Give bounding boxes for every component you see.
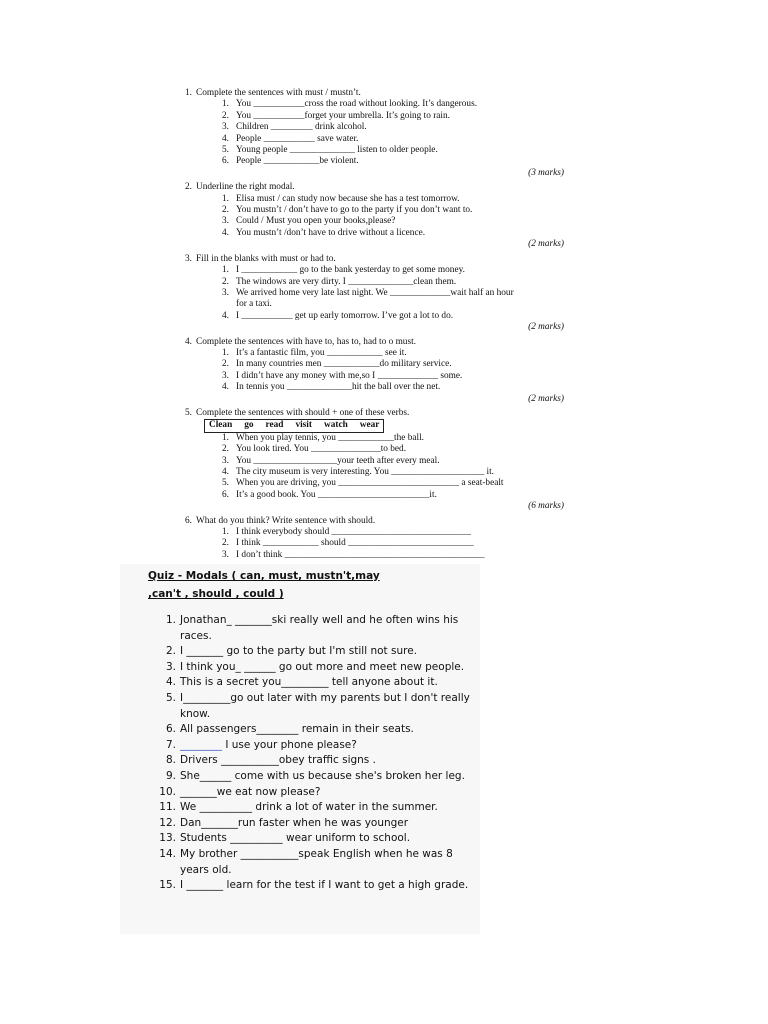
- question-number: 15.: [159, 879, 176, 892]
- exercise-item: [222, 194, 582, 205]
- question-text-rest: I use your phone please?: [222, 738, 357, 751]
- exercise-item: [222, 467, 582, 478]
- exercise-number: 3.: [185, 253, 192, 264]
- item-number: 6.: [222, 489, 229, 500]
- item-number: 3.: [222, 122, 229, 133]
- exercise-item: [222, 216, 582, 227]
- exercise-section: [182, 337, 582, 405]
- exercise-heading: [182, 88, 582, 99]
- quiz-question: [154, 738, 480, 754]
- exercise-items: [222, 527, 582, 561]
- verb-option: watch: [323, 420, 348, 431]
- item-number: 2.: [222, 538, 229, 549]
- item-text: The windows are very dirty. I ______________clean them.: [236, 276, 457, 287]
- marks-label: (2 marks): [528, 393, 564, 404]
- exercise-section: [182, 182, 582, 250]
- question-text: I think you_ ______ go out more and meet new people.: [180, 660, 465, 673]
- quiz-question: [154, 831, 480, 847]
- item-text: You ___________cross the road without looking. It’s dangerous.: [236, 99, 478, 110]
- exercise-item: [222, 156, 582, 167]
- exercise-heading: [182, 408, 582, 419]
- item-text: I think ____________ should ___________________________: [236, 538, 474, 549]
- question-number: 7.: [165, 738, 176, 751]
- item-text: When you play tennis, you ____________the ball.: [236, 432, 424, 443]
- item-number: 1.: [222, 193, 229, 204]
- marks-label: (3 marks): [528, 167, 564, 178]
- question-text: Dan_______run faster when he was younger: [180, 816, 409, 829]
- item-text: I ____________ go to the bank yesterday to get some money.: [236, 265, 465, 276]
- item-number: 2.: [222, 444, 229, 455]
- quiz-question: [154, 847, 480, 878]
- quiz-question: [154, 722, 480, 738]
- item-number: 3.: [222, 370, 229, 381]
- question-number: 8.: [165, 754, 176, 767]
- exercise-instruction: Complete the sentences with should + one of these verbs.: [196, 407, 410, 418]
- item-text: When you are driving, you __________________________ a seat-bealt: [236, 478, 504, 489]
- exercise-section: [182, 88, 582, 179]
- quiz-question: [154, 785, 480, 801]
- marks-label: (2 marks): [528, 239, 564, 250]
- item-number: 2.: [222, 359, 229, 370]
- item-text: Could / Must you open your books,please?: [236, 216, 396, 227]
- exercise-item: [222, 371, 582, 382]
- item-number: 4.: [222, 227, 229, 238]
- exercise-item: [222, 288, 582, 299]
- item-text: I think everybody should ______________________________: [236, 527, 471, 538]
- exercise-items: [222, 194, 582, 240]
- question-number: 13.: [159, 832, 176, 845]
- item-text: I don’t think ___________________________________________: [236, 549, 485, 560]
- item-number: 4.: [222, 133, 229, 144]
- exercise-item: [222, 265, 582, 276]
- exercise-items: [222, 99, 582, 167]
- exercise-item: [222, 478, 582, 489]
- quiz-question: [154, 878, 480, 894]
- question-text: We __________ drink a lot of water in the summer.: [180, 801, 438, 814]
- exercise-item: [222, 228, 582, 239]
- item-text: You mustn’t /don’t have to drive without a licence.: [236, 227, 426, 238]
- question-text: She______ come with us because she's broken her leg.: [180, 769, 465, 782]
- exercise-number: 4.: [185, 336, 192, 347]
- item-text: You __________________your teeth after every meal.: [236, 455, 440, 466]
- exercise-item: [222, 145, 582, 156]
- item-number: 3.: [222, 216, 229, 227]
- quiz-question: [154, 675, 480, 691]
- item-number: [222, 299, 236, 310]
- question-number: 6.: [165, 723, 176, 736]
- exercise-number: 1.: [185, 88, 192, 98]
- quiz-title-line1: Quiz - Modals ( can, must, mustn't,may: [148, 570, 380, 582]
- exercise-item: [222, 527, 582, 538]
- exercise-section: [182, 516, 582, 562]
- question-number: 11.: [159, 801, 176, 814]
- quiz-question: [154, 660, 480, 676]
- exercise-item: [222, 277, 582, 288]
- quiz-question-list: [154, 613, 480, 894]
- exercise-item: [222, 299, 582, 310]
- question-number: 2.: [165, 645, 176, 658]
- item-number: 1.: [222, 432, 229, 443]
- exercise-heading: [182, 254, 582, 265]
- item-text: People ____________be violent.: [236, 156, 359, 167]
- item-text: People ___________ save water.: [236, 133, 359, 144]
- item-text: The city museum is very interesting. You ____________________ it.: [236, 467, 494, 477]
- item-number: 4.: [222, 382, 229, 393]
- exercise-items: [222, 433, 582, 501]
- quiz-question: [154, 800, 480, 816]
- item-text: You ___________forget your umbrella. It’s going to rain.: [236, 110, 450, 121]
- item-number: 1.: [222, 99, 229, 110]
- exercise-item: [222, 490, 582, 501]
- quiz-title: [148, 567, 480, 603]
- quiz-question: [154, 644, 480, 660]
- exercise-number: 2.: [185, 182, 192, 193]
- item-number: 4.: [222, 310, 229, 321]
- quiz-question: [154, 691, 480, 722]
- quiz-title-line2: ,can't , should , could ): [148, 588, 284, 600]
- item-text: We arrived home very late last night. We _____________wait half an hour: [236, 287, 514, 298]
- item-number: 2.: [222, 205, 229, 216]
- item-number: 5.: [222, 145, 229, 156]
- exercise-section: [182, 254, 582, 334]
- question-number: 5.: [165, 691, 176, 704]
- exercise-item: [222, 456, 582, 467]
- question-text: This is a secret you_________ tell anyone about it.: [180, 676, 438, 689]
- verb-option: visit: [295, 420, 312, 431]
- verb-option: read: [265, 420, 284, 431]
- item-number: 2.: [222, 276, 229, 287]
- item-number: 4.: [222, 467, 229, 477]
- exercise-number: 5.: [185, 407, 192, 418]
- question-text: _______we eat now please?: [180, 785, 321, 798]
- answer-blank: ________: [180, 738, 222, 751]
- item-number: 2.: [222, 110, 229, 121]
- quiz-question: [154, 769, 480, 785]
- worksheet: [182, 88, 582, 561]
- verb-box: [204, 419, 384, 432]
- quiz-question: [154, 816, 480, 832]
- question-text: I _______ learn for the test if I want to get a high grade.: [180, 879, 469, 892]
- quiz-question: [154, 613, 480, 644]
- item-number: 6.: [222, 156, 229, 167]
- item-text: Children _________ drink alcohol.: [236, 122, 367, 133]
- item-text: Elisa must / can study now because she has a test tomorrow.: [236, 193, 460, 204]
- item-text: You look tired. You _______________to bed.: [236, 444, 407, 455]
- question-text: I_________go out later with my parents but I don't really know.: [180, 691, 470, 720]
- exercise-heading: [182, 337, 582, 348]
- exercise-instruction: Fill in the blanks with must or had to.: [196, 253, 336, 264]
- exercise-items: [222, 348, 582, 394]
- item-text: In many countries men ____________do military service.: [236, 359, 452, 370]
- item-text: It’s a fantastic film, you ____________ see it.: [236, 347, 407, 358]
- question-text: [180, 738, 480, 754]
- quiz-section: [120, 564, 480, 934]
- exercise-item: [222, 99, 582, 110]
- exercise-instruction: Complete the sentences with have to, has to, had to o must.: [196, 336, 416, 347]
- question-text: Students __________ wear uniform to school.: [180, 832, 411, 845]
- exercise-item: [222, 382, 582, 393]
- question-number: 1.: [165, 614, 176, 626]
- item-text: for a taxi.: [236, 299, 272, 310]
- exercise-item: [222, 111, 582, 122]
- item-number: 3.: [222, 287, 229, 298]
- item-text: I didn’t have any money with me,so I _____________ some.: [236, 370, 463, 381]
- question-text: Drivers ___________obey traffic signs .: [180, 754, 376, 767]
- exercise-heading: [182, 182, 582, 193]
- item-text: Young people ______________ listen to older people.: [236, 145, 438, 156]
- question-number: 3.: [165, 660, 176, 673]
- exercise-heading: [182, 516, 582, 527]
- item-number: 3.: [222, 549, 229, 560]
- exercise-section: [182, 408, 582, 513]
- question-text: Jonathan_ _______ski really well and he often wins his races.: [180, 614, 459, 642]
- exercise-item: [222, 122, 582, 133]
- exercise-item: [222, 134, 582, 145]
- exercise-number: 6.: [185, 515, 192, 526]
- exercise-item: [222, 348, 582, 359]
- item-number: 3.: [222, 455, 229, 466]
- question-text: I _______ go to the party but I'm still not sure.: [180, 645, 418, 658]
- question-text: All passengers________ remain in their seats.: [180, 723, 414, 736]
- question-text: My brother ___________speak English when he was 8 years old.: [180, 847, 453, 876]
- exercise-instruction: Complete the sentences with must / mustn’t.: [196, 88, 361, 98]
- exercise-instruction: What do you think? Write sentence with should.: [196, 515, 376, 526]
- question-number: 9.: [165, 769, 176, 782]
- question-number: 14.: [159, 847, 176, 860]
- exercise-item: [222, 433, 582, 444]
- item-number: 1.: [222, 265, 229, 276]
- exercise-item: [222, 550, 582, 561]
- item-number: 1.: [222, 527, 229, 538]
- marks-label: (6 marks): [528, 501, 564, 512]
- item-text: You mustn’t / don’t have to go to the party if you don’t want to.: [236, 205, 473, 216]
- quiz-question: [154, 753, 480, 769]
- exercise-item: [222, 444, 582, 455]
- verb-option: Clean: [209, 420, 233, 431]
- question-number: 12.: [159, 816, 176, 829]
- question-number: 4.: [165, 676, 176, 689]
- verb-option: go: [244, 420, 254, 431]
- exercise-item: [222, 311, 582, 322]
- marks-label: (2 marks): [528, 322, 564, 333]
- exercise-item: [222, 538, 582, 549]
- item-text: I ___________ get up early tomorrow. I’ve got a lot to do.: [236, 310, 454, 321]
- exercise-instruction: Underline the right modal.: [196, 182, 295, 193]
- item-number: 1.: [222, 347, 229, 358]
- exercise-item: [222, 205, 582, 216]
- exercise-items: [222, 265, 582, 322]
- item-text: It’s a good book. You ________________________it.: [236, 489, 437, 500]
- exercise-item: [222, 359, 582, 370]
- item-number: 5.: [222, 478, 229, 489]
- verb-option: wear: [359, 420, 380, 431]
- item-text: In tennis you ______________hit the ball over the net.: [236, 382, 441, 393]
- question-number: 10.: [159, 785, 176, 798]
